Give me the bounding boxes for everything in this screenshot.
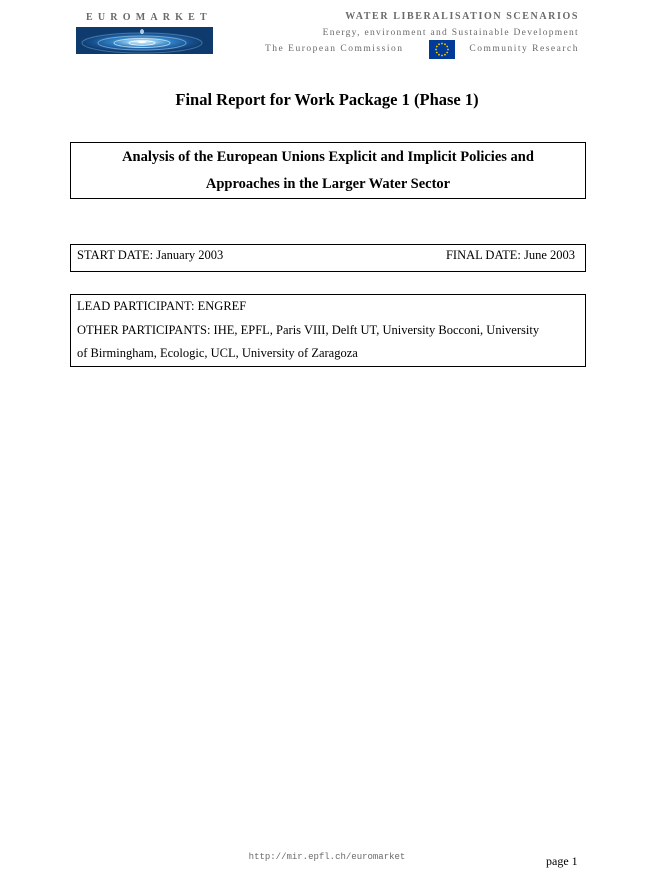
commission-name: The European Commission: [265, 44, 404, 54]
water-ripple-icon: [76, 27, 213, 54]
analysis-title-box: [70, 142, 586, 199]
analysis-title: [71, 143, 585, 198]
brand-name: EUROMARKET: [86, 12, 212, 23]
report-title: Final Report for Work Package 1 (Phase 1): [175, 90, 479, 109]
analysis-title-line-1: Analysis of the European Unions Explicit and Implicit Policies and: [122, 149, 534, 165]
footer-url: http://mir.epfl.ch/euromarket: [248, 852, 406, 862]
final-date: FINAL DATE: June 2003: [445, 248, 575, 262]
dates-box: [70, 244, 586, 272]
water-drop-image: [76, 27, 213, 54]
page-number: page 1: [546, 854, 578, 868]
other-participants-line-2: of Birmingham, Ecologic, UCL, University of Zaragoza: [77, 346, 358, 360]
start-date: START DATE: January 2003: [77, 248, 224, 262]
project-title: WATER LIBERALISATION SCENARIOS: [345, 11, 579, 22]
eu-flag-icon: [429, 40, 455, 59]
programme-name: Energy, environment and Sustainable Development: [322, 28, 579, 38]
community-research: Community Research: [469, 44, 579, 54]
lead-participant: LEAD PARTICIPANT: ENGREF: [77, 299, 247, 313]
other-participants-line-1: OTHER PARTICIPANTS: IHE, EPFL, Paris VIII, Delft UT, University Bocconi, University: [77, 322, 540, 337]
analysis-title-line-2: Approaches in the Larger Water Sector: [205, 176, 451, 192]
participants-box: [70, 294, 586, 367]
